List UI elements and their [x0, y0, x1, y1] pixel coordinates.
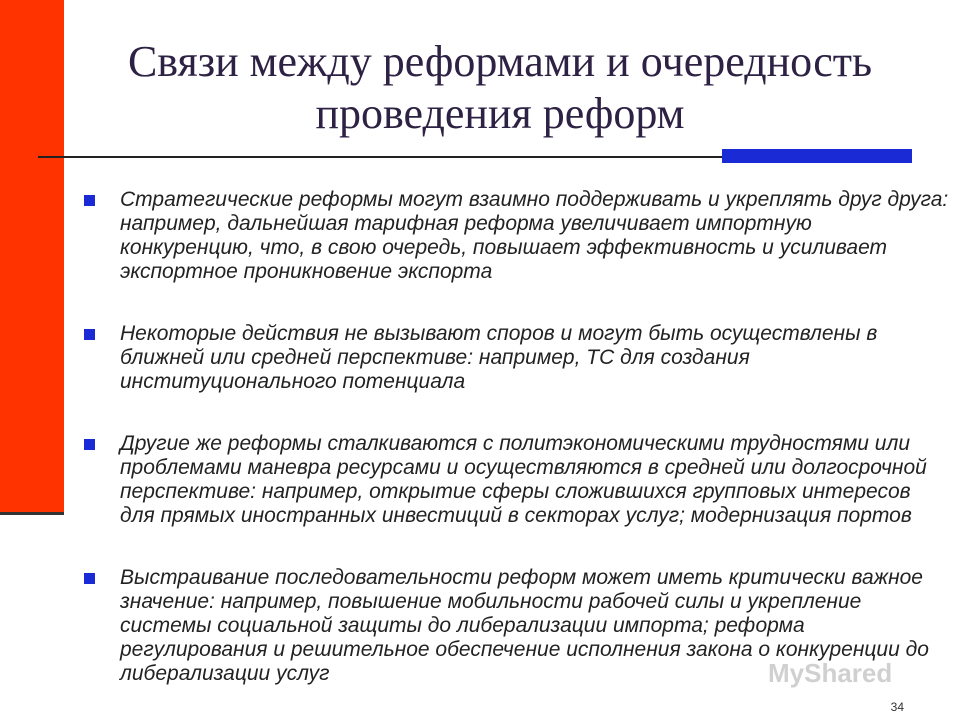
- left-accent-bar: [0, 0, 64, 512]
- title-divider: [38, 156, 722, 158]
- square-bullet-icon: [84, 195, 95, 206]
- bullet-list: [82, 188, 950, 686]
- square-bullet-icon: [84, 329, 95, 340]
- bullet-text: Стратегические реформы могут взаимно поддерживать и укреплять друг друга: например, дальнейшая тарифная реформа увеличивает импортную конкуренцию, что, в свою очередь, повышает эффективность и усиливает экспортное проникновение экспорта: [120, 188, 949, 283]
- page-number: 34: [890, 700, 904, 714]
- slide-title: Связи между реформами и очередность проведения реформ: [127, 37, 873, 138]
- bullet-item: [82, 432, 950, 528]
- bullet-item: [82, 188, 950, 284]
- square-bullet-icon: [84, 439, 95, 450]
- watermark-logo: MyShared: [768, 658, 893, 688]
- left-bar-underline: [0, 512, 64, 515]
- bullet-text: Некоторые действия не вызывают споров и могут быть осуществлены в ближней или средней перспективе: например, ТС для создания институционального потенциала: [120, 322, 878, 393]
- blue-accent-bar: [722, 149, 912, 163]
- bullet-text: Выстраивание последовательности реформ может иметь критически важное значение: например, повышение мобильности рабочей силы и укрепление системы социальной защиты до либерализации импорта; реформа регулирования и решительное обеспечение исполнения закона о конкуренции до либерализации услуг: [120, 566, 929, 685]
- bullet-item: [82, 322, 950, 394]
- square-bullet-icon: [84, 573, 95, 584]
- bullet-text: Другие же реформы сталкиваются с политэкономическими трудностями или проблемами маневра ресурсами и осуществляются в средней или долгосрочной перспективе: например, открытие сферы сложившихся групповых интересов для прямых иностранных инвестиций в секторах услуг; модернизация портов: [120, 432, 927, 527]
